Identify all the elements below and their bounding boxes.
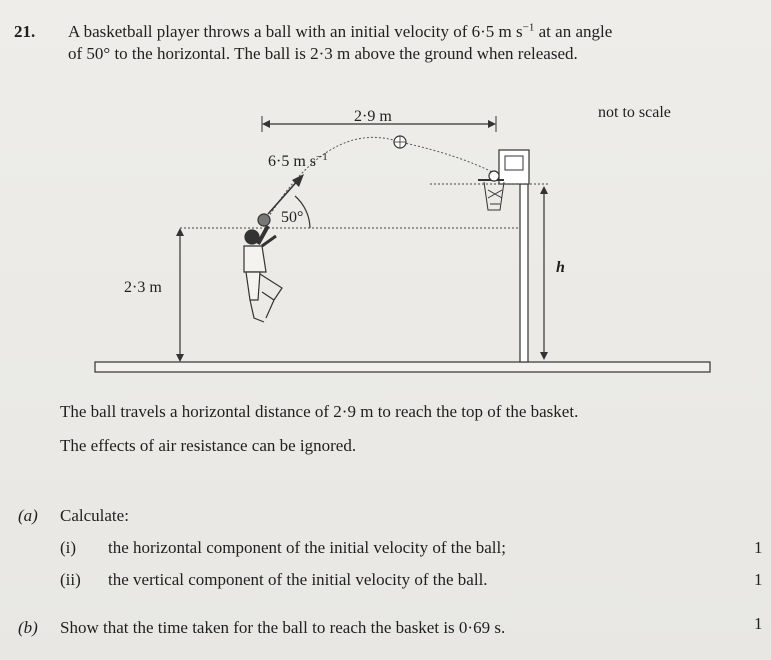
distance-arrow-head-right — [488, 120, 496, 128]
question-line-1-end: at an angle — [534, 22, 613, 41]
ground — [95, 362, 710, 372]
basket-post — [520, 184, 528, 362]
part-a-i-marks: 1 — [754, 538, 763, 557]
part-b-marks: 1 — [754, 614, 763, 633]
part-b-label: (b) — [18, 618, 38, 637]
question-line-1-sup: −1 — [522, 21, 535, 34]
velocity-label-sup: −1 — [316, 151, 328, 163]
basket-net — [484, 182, 504, 210]
distance-arrow-head-left — [262, 120, 270, 128]
question-line-2: of 50° to the horizontal. The ball is 2·3 m above the ground when released. — [68, 44, 578, 63]
part-a-ii-text: the vertical component of the initial velocity of the ball. — [108, 570, 488, 589]
part-a-instruction: Calculate: — [60, 506, 129, 525]
question-number: 21. — [14, 22, 36, 41]
height-arrow-head-bottom — [176, 354, 184, 362]
statement-air-resistance: The effects of air resistance can be ignored. — [60, 436, 357, 455]
scale-note: not to scale — [598, 104, 671, 121]
height-arrow-head-top — [176, 228, 184, 236]
backboard — [499, 150, 529, 184]
part-a-ii-marks: 1 — [754, 570, 763, 589]
distance-label: 2·9 m — [354, 108, 392, 125]
part-a-label: (a) — [18, 506, 38, 525]
player-figure — [244, 214, 282, 322]
statement-distance: The ball travels a horizontal distance of 2·9 m to reach the top of the basket. — [60, 402, 579, 421]
ball-basket — [489, 171, 499, 181]
angle-label: 50° — [281, 209, 304, 226]
part-b-text: Show that the time taken for the ball to reach the basket is 0·69 s. — [60, 618, 506, 637]
question-line-1-text: A basketball player throws a ball with an initial velocity of 6·5 m s — [68, 22, 523, 41]
h-label: h — [556, 259, 565, 276]
velocity-label — [268, 151, 328, 170]
part-a-ii-label: (ii) — [60, 570, 81, 589]
release-height-label: 2·3 m — [124, 279, 162, 296]
part-a-i-text: the horizontal component of the initial velocity of the ball; — [108, 538, 506, 557]
h-arrow-head-bottom — [540, 352, 548, 360]
part-a-i-label: (i) — [60, 538, 77, 557]
velocity-label-text: 6·5 m s — [268, 153, 316, 170]
h-arrow-head-top — [540, 186, 548, 194]
